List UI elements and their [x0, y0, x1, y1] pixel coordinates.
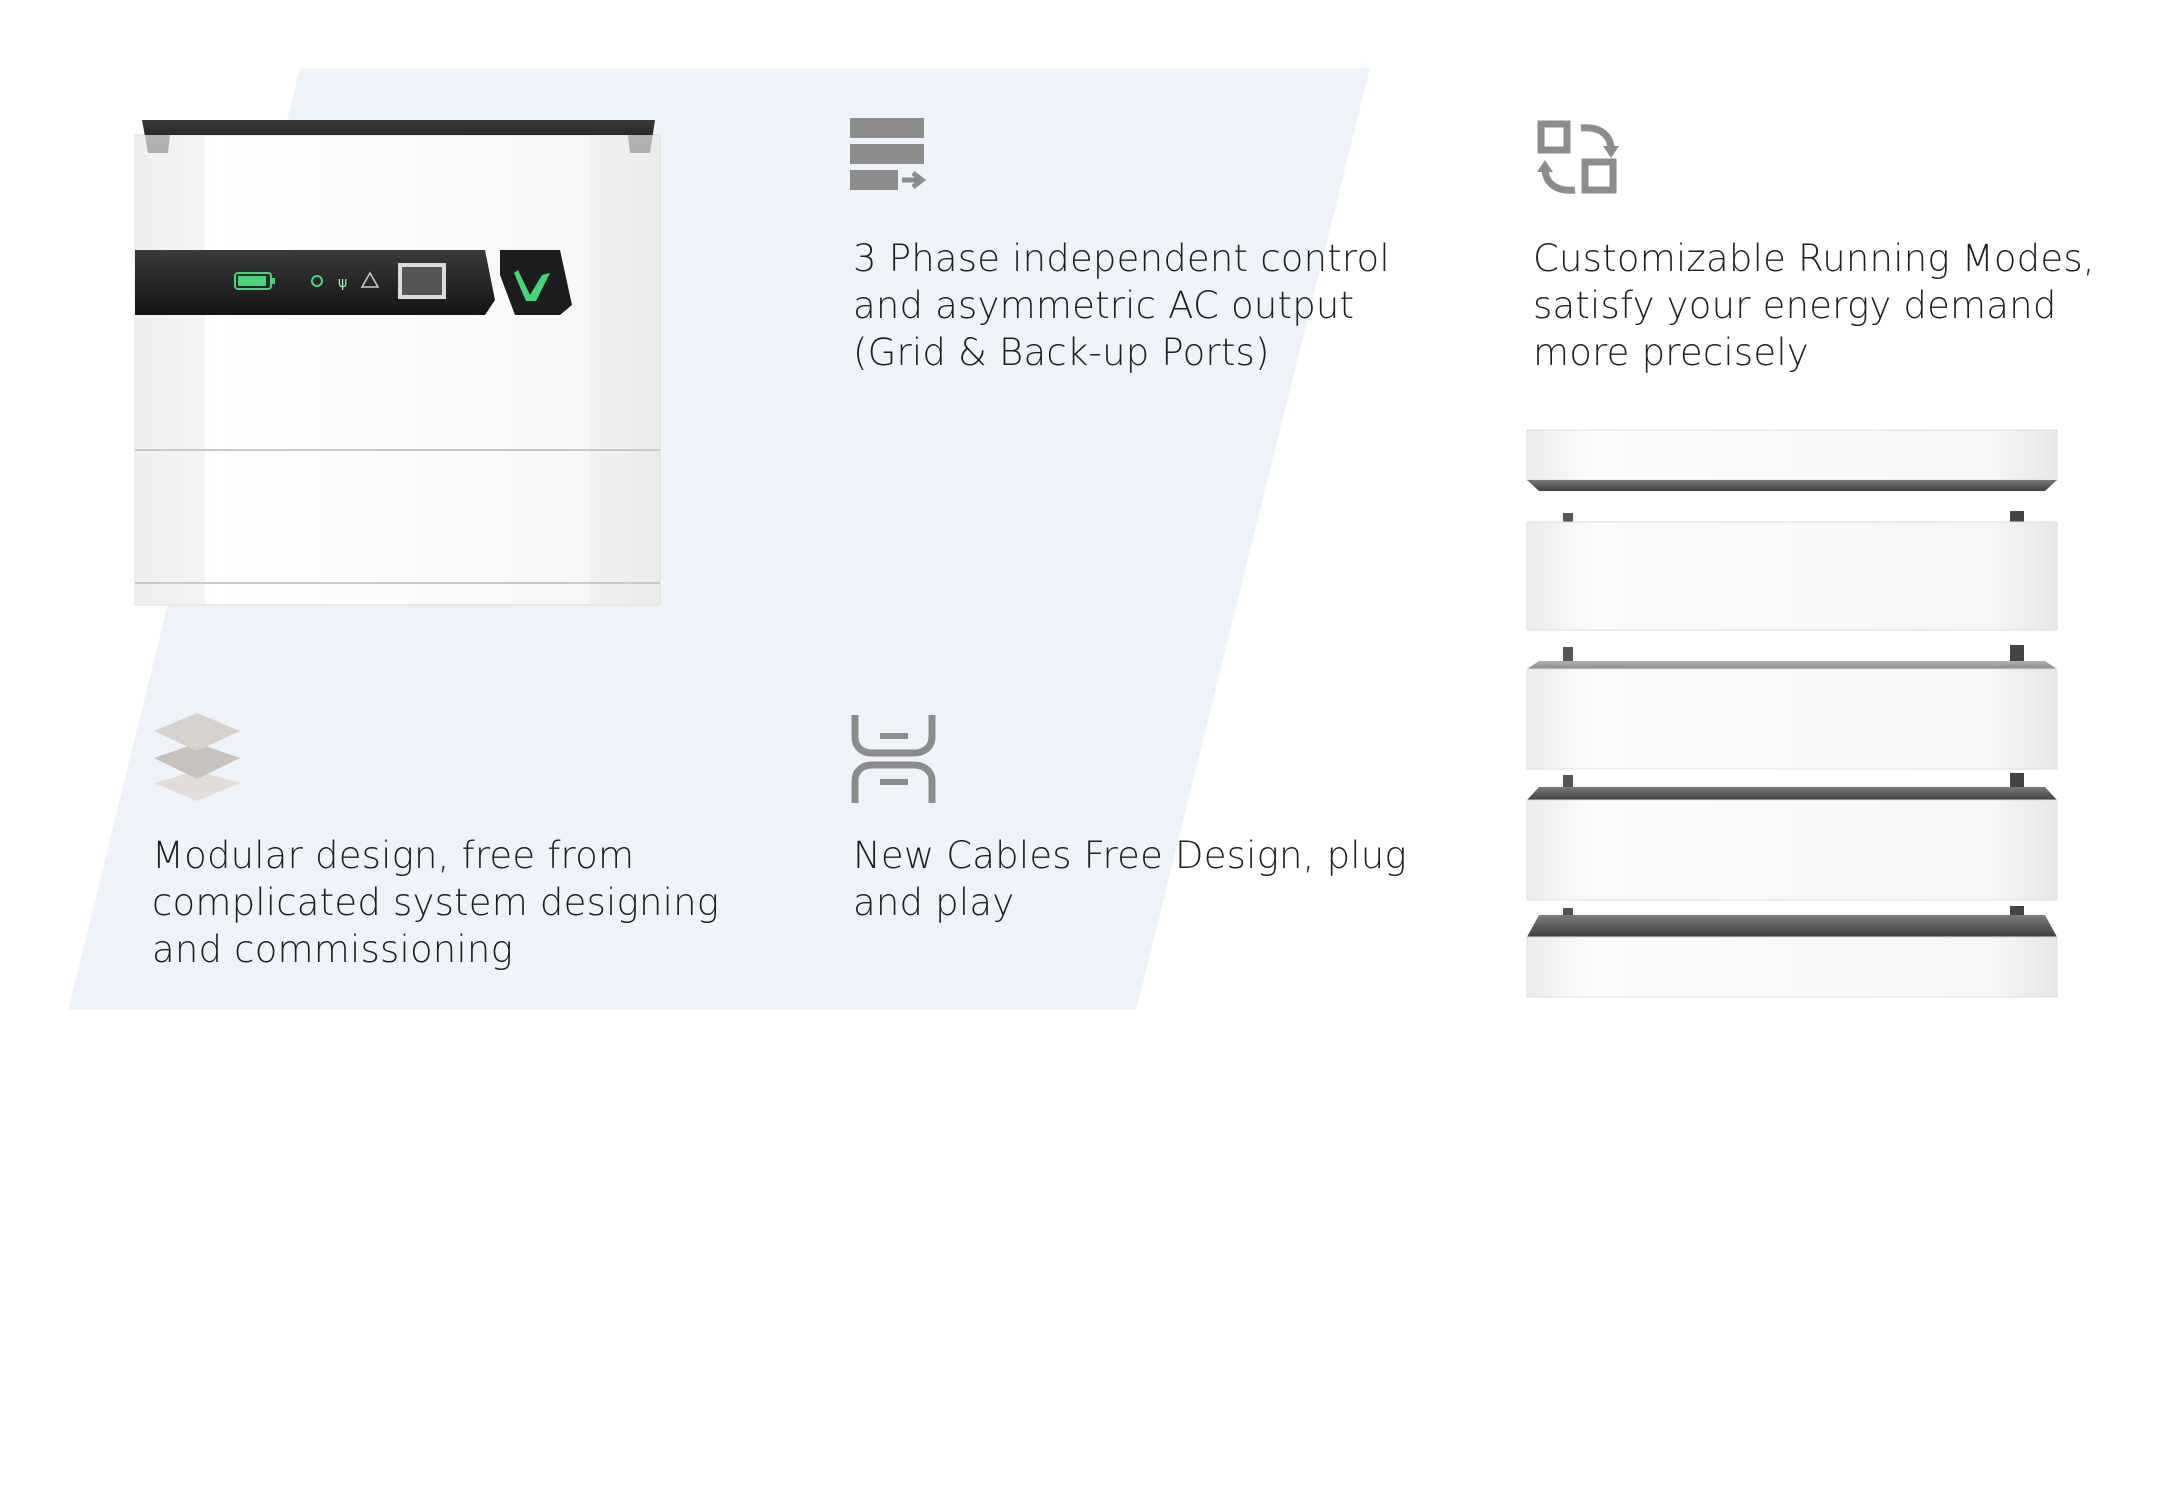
inverter-product-image	[130, 115, 670, 615]
feature-running-modes-text	[1533, 235, 2095, 376]
feature-line: 3 Phase independent control	[853, 237, 1390, 280]
svg-text:ψ: ψ	[338, 275, 348, 291]
layers-icon	[152, 713, 242, 803]
feature-line: and asymmetric AC output	[853, 284, 1355, 327]
feature-line: New Cables Free Design, plug	[853, 834, 1407, 877]
feature-line: Customizable Running Modes,	[1533, 237, 2095, 280]
stack-arrow-icon	[850, 118, 930, 198]
feature-line: and play	[853, 881, 1015, 924]
switch-modes-icon	[1535, 118, 1621, 200]
battery-stack-image	[1525, 425, 2065, 1000]
feature-line: complicated system designing	[152, 881, 720, 924]
feature-cables-free-text	[853, 832, 1407, 926]
feature-modular-text	[152, 832, 719, 973]
feature-line: and commissioning	[152, 928, 513, 971]
feature-line: (Grid & Back-up Ports)	[853, 331, 1270, 374]
plug-connector-icon	[850, 715, 940, 805]
feature-line: satisfy your energy demand	[1533, 284, 2057, 327]
feature-line: more precisely	[1533, 331, 1809, 374]
feature-three-phase-text	[853, 235, 1390, 376]
feature-line: Modular design, free from	[152, 834, 635, 877]
